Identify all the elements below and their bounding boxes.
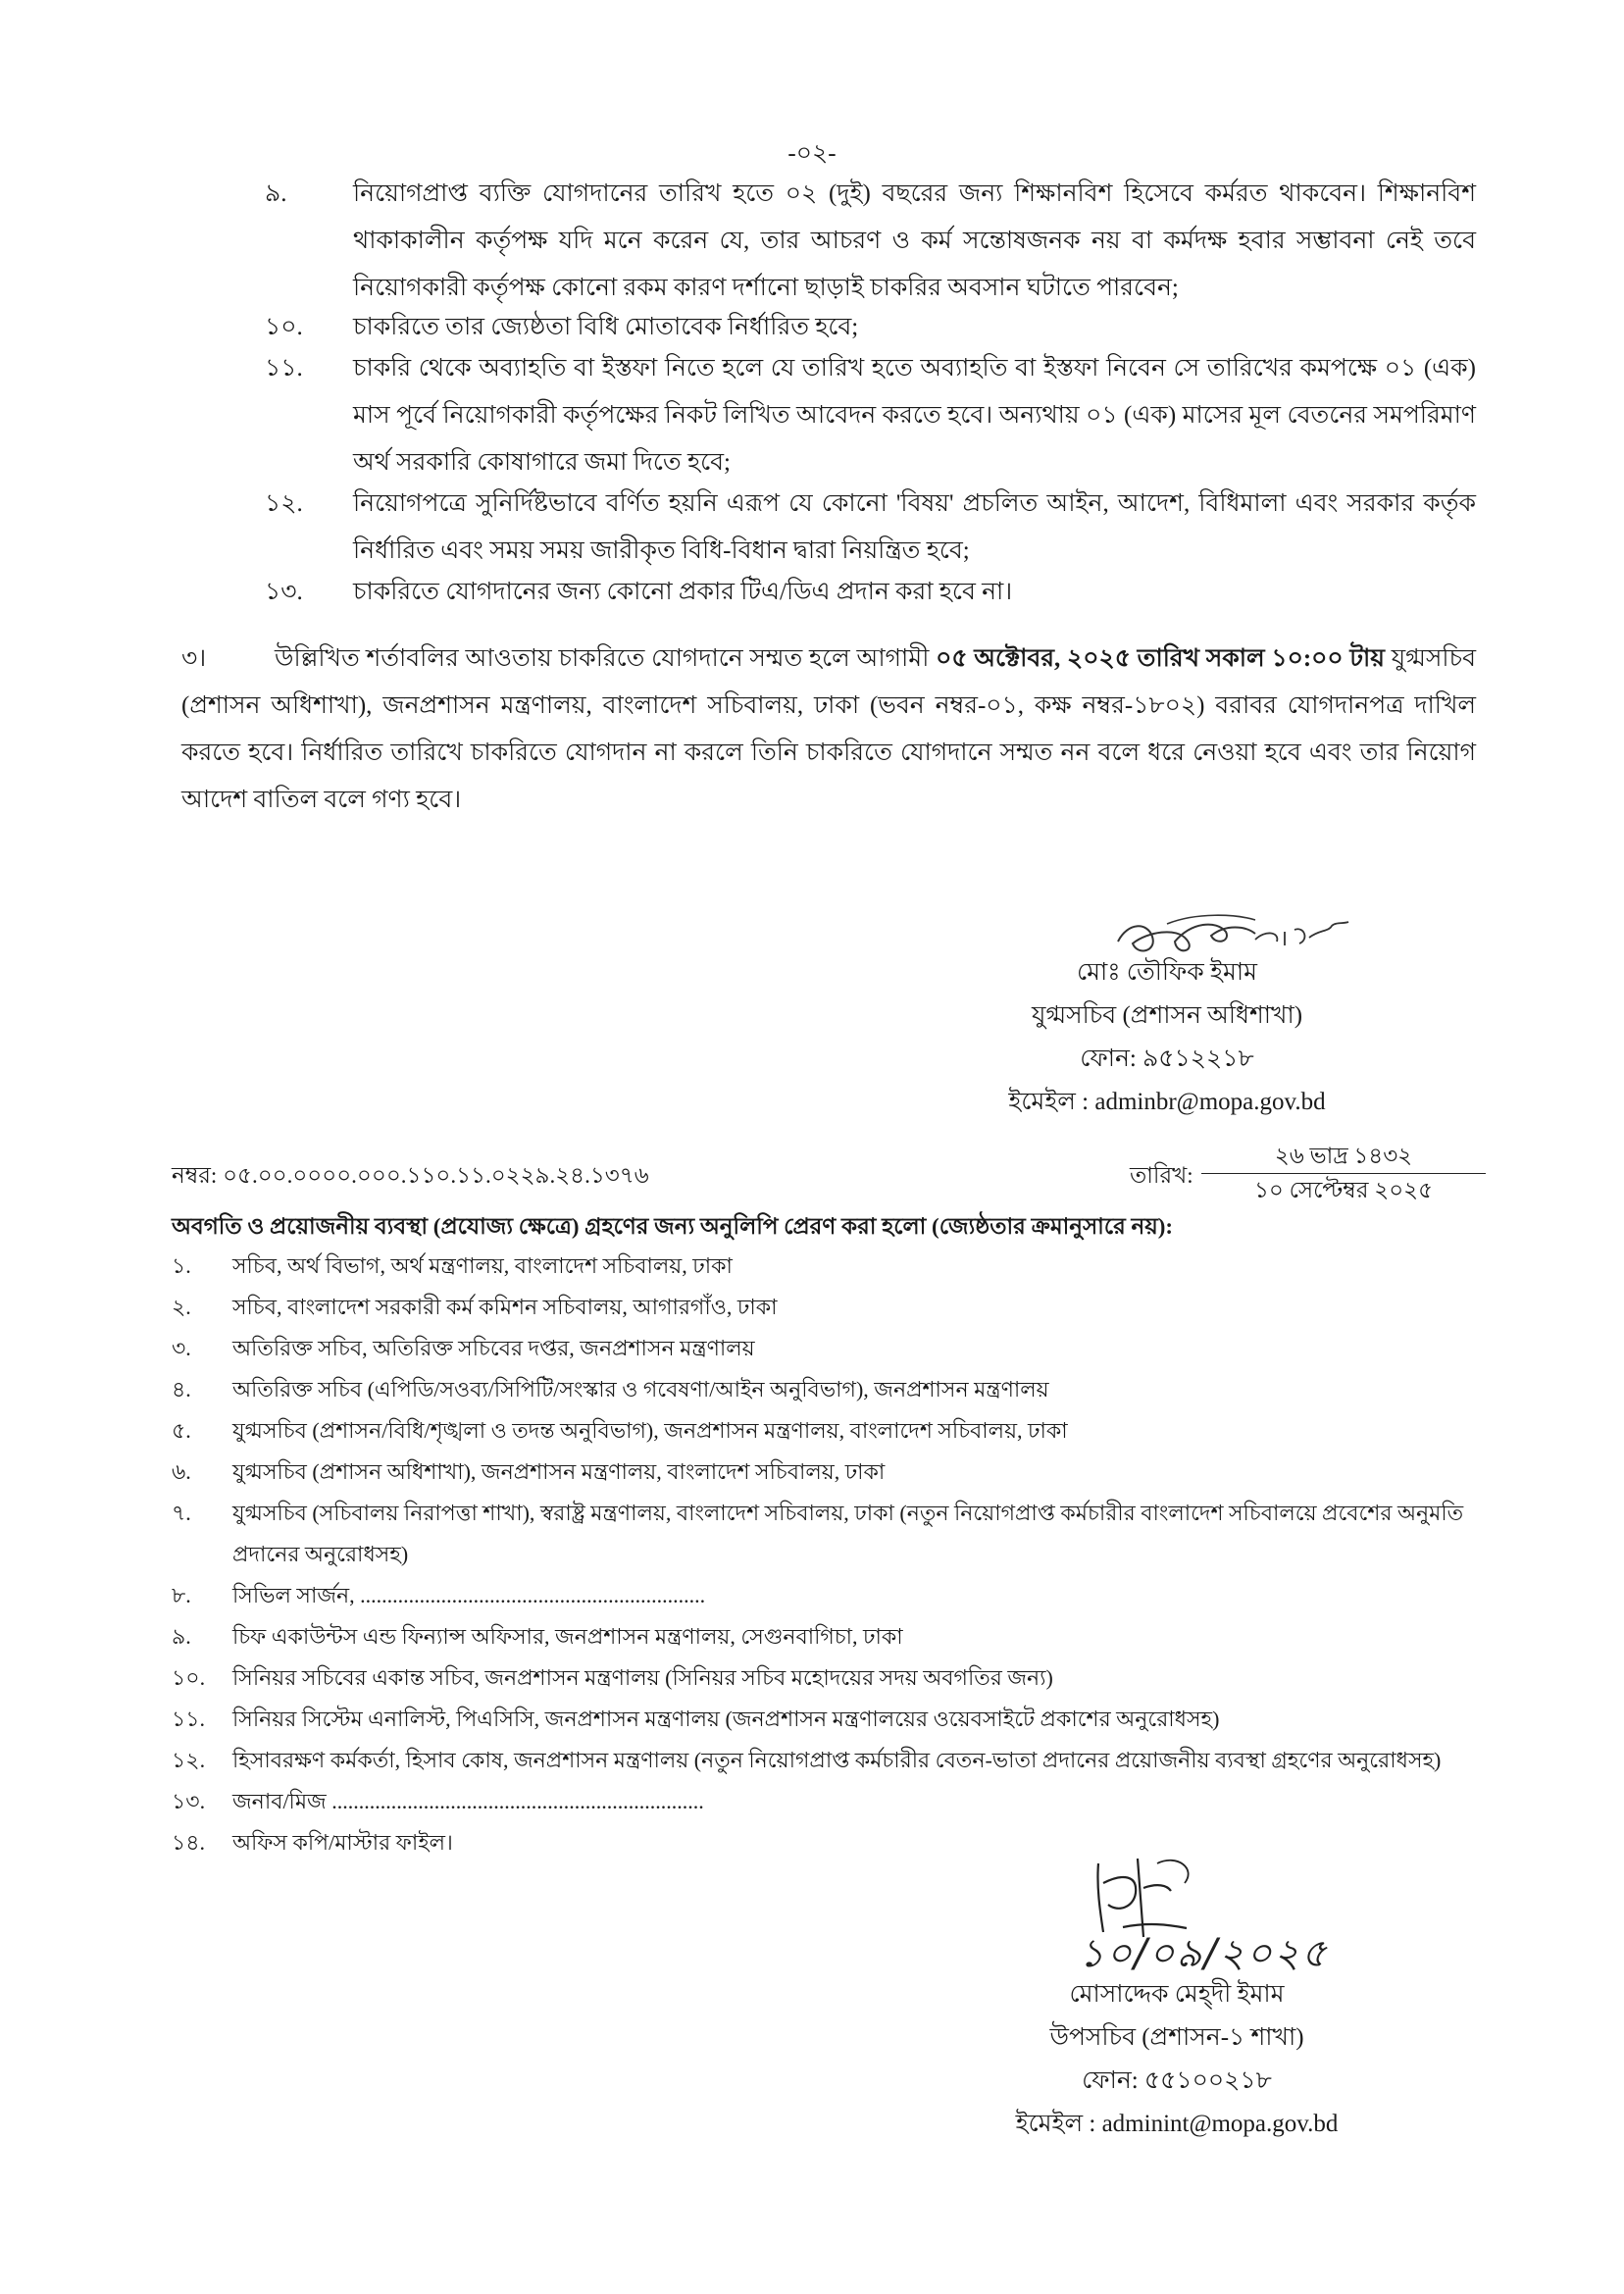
signatory-designation: যুগ্মসচিব (প্রশাসন অধিশাখা)	[1031, 1002, 1303, 1029]
condition-number: ১৩.	[265, 579, 303, 605]
list-item	[172, 1740, 1486, 1781]
memo-date	[1201, 1140, 1486, 1207]
list-item-text: যুগ্মসচিব (সচিবালয় নিরাপত্তা শাখা), স্বরাষ্ট্র মন্ত্রণালয়, বাংলাদেশ সচিবালয়, ঢাকা (নতুন নিয়োগপ্রাপ্ত কর্মচারীর বাংলাদেশ সচিবালয়ে প্রবেশের অনুমতি প্রদানের অনুরোধসহ)	[232, 1501, 1464, 1566]
signatory-name: মোঃ তৌফিক ইমাম	[1076, 959, 1258, 986]
condition-number: ৯.	[265, 180, 287, 207]
list-item-number: ১৩.	[172, 1789, 206, 1813]
condition-text: নিয়োগপত্রে সুনির্দিষ্টভাবে বর্ণিত হয়নি এরূপ যে কোনো 'বিষয়' প্রচলিত আইন, আদেশ, বিধিমালা এবং সরকার কর্তৃক নির্ধারিত এবং সময় সময় জারীকৃত বিধি-বিধান দ্বারা নিয়ন্ত্রিত হবে;	[353, 490, 1476, 564]
handwritten-date: ১০/০৯/২০২৫	[1079, 1931, 1329, 1976]
list-item	[172, 1657, 1486, 1699]
list-item-text: যুগ্মসচিব (প্রশাসন/বিধি/শৃঙ্খলা ও তদন্ত অনুবিভাগ), জনপ্রশাসন মন্ত্রণালয়, বাংলাদেশ সচিবালয়, ঢাকা	[232, 1418, 1068, 1443]
list-item-number: ২.	[172, 1295, 191, 1319]
date-bangla: ২৬ ভাদ্র ১৪৩২	[1274, 1144, 1413, 1168]
list-item-number: ৮.	[172, 1583, 191, 1607]
list-item	[172, 1616, 1486, 1657]
list-item-text: চিফ একাউন্টস এন্ড ফিন্যান্স অফিসার, জনপ্রশাসন মন্ত্রণালয়, সেগুনবাগিচা, ঢাকা	[232, 1624, 903, 1649]
condition-item	[265, 171, 1476, 312]
date-label: তারিখ:	[1130, 1163, 1193, 1188]
list-item-number: ১২.	[172, 1748, 206, 1772]
page-number: -০২-	[787, 140, 837, 167]
list-item-number: ১০.	[172, 1665, 206, 1690]
condition-item	[265, 345, 1476, 486]
list-item-number: ৬.	[172, 1459, 191, 1484]
condition-text: চাকরিতে তার জ্যেষ্ঠতা বিধি মোতাবেক নির্ধারিত হবে;	[353, 314, 859, 340]
signatory-name: মোসাদ্দেক মেহ্দী ইমাম	[1069, 1981, 1285, 2008]
condition-number: ১১.	[265, 355, 303, 382]
signatory-phone: ফোন: ৯৫১২২১৮	[1080, 1045, 1254, 1072]
signatory-email: ইমেইল : adminbr@mopa.gov.bd	[1008, 1089, 1326, 1115]
signatory-designation: উপসচিব (প্রশাসন-১ শাখা)	[1049, 2024, 1304, 2051]
copy-distribution-list	[172, 1246, 1486, 1863]
condition-text: নিয়োগপ্রাপ্ত ব্যক্তি যোগদানের তারিখ হতে ০২ (দুই) বছরের জন্য শিক্ষানবিশ হিসেবে কর্মরত থাকবেন। শিক্ষানবিশ থাকাকালীন কর্তৃপক্ষ যদি মনে করেন যে, তার আচরণ ও কর্ম সন্তোষজনক নয় বা কর্মদক্ষ হবার সম্ভাবনা নেই তবে নিয়োগকারী কর্তৃপক্ষ কোনো রকম কারণ দর্শানো ছাড়াই চাকরির অবসান ঘটাতে পারবেন;	[353, 180, 1476, 301]
list-item	[172, 1699, 1486, 1740]
joining-date-highlight: ০৫ অক্টোবর, ২০২৫ তারিখ সকাল ১০:০০ টায়	[936, 645, 1385, 672]
signatory-block	[922, 1973, 1432, 2146]
joining-instructions-paragraph	[181, 636, 1476, 824]
memo-number: নম্বর: ০৫.০০.০০০০.০০০.১১০.১১.০২২৯.২৪.১৩৭৬	[172, 1163, 649, 1188]
list-item-text: সচিব, অর্থ বিভাগ, অর্থ মন্ত্রণালয়, বাংলাদেশ সচিবালয়, ঢাকা	[232, 1253, 733, 1278]
condition-text: চাকরি থেকে অব্যাহতি বা ইস্তফা নিতে হলে যে তারিখ হতে অব্যাহতি বা ইস্তফা নিবেন সে তারিখের কমপক্ষে ০১ (এক) মাস পূর্বে নিয়োগকারী কর্তৃপক্ষের নিকট লিখিত আবেদন করতে হবে। অন্যথায় ০১ (এক) মাসের মূল বেতনের সমপরিমাণ অর্থ সরকারি কোষাগারে জমা দিতে হবে;	[353, 355, 1476, 476]
list-item-number: ১৪.	[172, 1830, 206, 1855]
list-item-number: ৫.	[172, 1418, 191, 1443]
list-item	[172, 1575, 1486, 1616]
list-item	[172, 1781, 1486, 1822]
list-item-text: যুগ্মসচিব (প্রশাসন অধিশাখা), জনপ্রশাসন মন্ত্রণালয়, বাংলাদেশ সচিবালয়, ঢাকা	[232, 1459, 886, 1484]
list-item-number: ৩.	[172, 1336, 191, 1360]
list-item-number: ৭.	[172, 1501, 191, 1525]
list-item-text: অফিস কপি/মাস্টার ফাইল।	[232, 1830, 453, 1855]
condition-number: ১০.	[265, 314, 303, 340]
paragraph-number: ৩।	[181, 645, 207, 672]
list-item-number: ১.	[172, 1253, 191, 1278]
list-item	[172, 1369, 1486, 1410]
condition-item	[265, 304, 1476, 351]
signatory-block	[912, 951, 1422, 1124]
list-item-text: জনাব/মিজ .....................................................................	[232, 1789, 704, 1813]
condition-item	[265, 481, 1476, 575]
list-item-text: সচিব, বাংলাদেশ সরকারী কর্ম কমিশন সচিবালয়, আগারগাঁও, ঢাকা	[232, 1295, 778, 1319]
list-item	[172, 1493, 1486, 1575]
list-item	[172, 1287, 1486, 1328]
date-english: ১০ সেপ্টেম্বর ২০২৫	[1253, 1178, 1434, 1202]
signatory-email: ইমেইল : adminint@mopa.gov.bd	[1015, 2111, 1339, 2137]
paragraph-text: উল্লিখিত শর্তাবলির আওতায় চাকরিতে যোগদানে সম্মত হলে আগামী	[275, 645, 937, 672]
condition-item	[265, 569, 1476, 616]
list-item-text: সিনিয়র সিস্টেম এনালিস্ট, পিএসিসি, জনপ্রশাসন মন্ত্রণালয় (জনপ্রশাসন মন্ত্রণালয়ের ওয়েবসাইটে প্রকাশের অনুরোধসহ)	[232, 1707, 1220, 1731]
list-item-text: সিভিল সার্জন, ................................................................	[232, 1583, 706, 1607]
list-item-text: অতিরিক্ত সচিব (এপিডি/সওব্য/সিপিটি/সংস্কার ও গবেষণা/আইন অনুবিভাগ), জনপ্রশাসন মন্ত্রণালয়	[232, 1377, 1049, 1402]
list-item	[172, 1410, 1486, 1452]
list-item-text: হিসাবরক্ষণ কর্মকর্তা, হিসাব কোষ, জনপ্রশাসন মন্ত্রণালয় (নতুন নিয়োগপ্রাপ্ত কর্মচারীর বেতন-ভাতা প্রদানের প্রয়োজনীয় ব্যবস্থা গ্রহণের অনুরোধসহ)	[232, 1748, 1442, 1772]
list-item-number: ৪.	[172, 1377, 191, 1402]
list-item	[172, 1246, 1486, 1287]
list-item-number: ১১.	[172, 1707, 206, 1731]
list-item-text: অতিরিক্ত সচিব, অতিরিক্ত সচিবের দপ্তর, জনপ্রশাসন মন্ত্রণালয়	[232, 1336, 755, 1360]
signatory-phone: ফোন: ৫৫১০০২১৮	[1082, 2067, 1272, 2094]
list-item-text: সিনিয়র সচিবের একান্ত সচিব, জনপ্রশাসন মন্ত্রণালয় (সিনিয়র সচিব মহোদয়ের সদয় অবগতির জন্য)	[232, 1665, 1053, 1690]
paragraph-text-continued: যুগ্মসচিব (প্রশাসন অধিশাখা), জনপ্রশাসন মন্ত্রণালয়, বাংলাদেশ সচিবালয়, ঢাকা (ভবন নম্বর-০১, কক্ষ নম্বর-১৮০২) বরাবর যোগদানপত্র দাখিল করতে হবে। নির্ধারিত তারিখে চাকরিতে যোগদান না করলে তিনি চাকরিতে যোগদানে সম্মত নন বলে ধরে নেওয়া হবে এবং তার নিয়োগ আদেশ বাতিল বলে গণ্য হবে।	[181, 645, 1476, 813]
condition-text: চাকরিতে যোগদানের জন্য কোনো প্রকার টিএ/ডিএ প্রদান করা হবে না।	[353, 579, 1013, 605]
condition-number: ১২.	[265, 490, 303, 517]
list-item	[172, 1452, 1486, 1493]
copy-distribution-heading: অবগতি ও প্রয়োজনীয় ব্যবস্থা (প্রযোজ্য ক্ষেত্রে) গ্রহণের জন্য অনুলিপি প্রেরণ করা হলো (জ্যেষ্ঠতার ক্রমানুসারে নয়):	[172, 1214, 1174, 1239]
list-item	[172, 1328, 1486, 1369]
list-item-number: ৯.	[172, 1624, 191, 1649]
